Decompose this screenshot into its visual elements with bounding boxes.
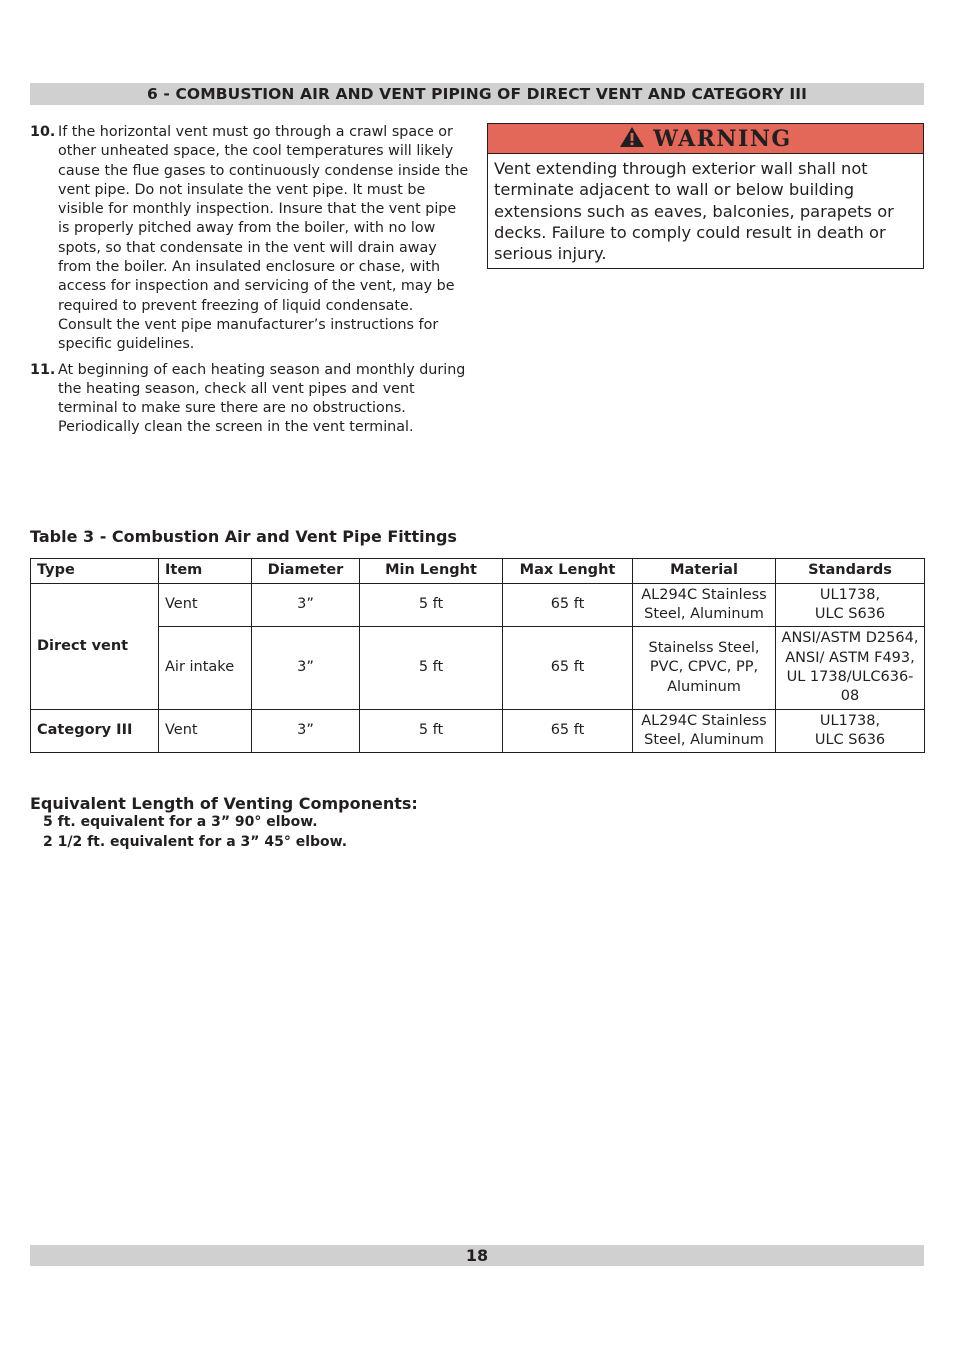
table-row [31, 710, 925, 753]
equivalent-length-line: 2 1/2 ft. equivalent for a 3” 45° elbow. [43, 833, 348, 850]
column-header: Diameter [252, 559, 360, 584]
min-length-cell: 5 ft [360, 710, 503, 753]
table-row [31, 584, 925, 627]
item-cell: Vent [159, 584, 252, 627]
item-cell: Air intake [159, 627, 252, 710]
max-length-cell: 65 ft [503, 584, 633, 627]
warning-title: WARNING [653, 125, 792, 152]
step-number: 10. [30, 124, 56, 140]
page-number: 18 [465, 1246, 489, 1265]
standards-cell: UL1738, ULC S636 [776, 710, 925, 753]
warning-text: Vent extending through exterior wall shall not terminate adjacent to wall or below building extensions such as eaves, balconies, parapets or decks. Failure to comply could result in death or serious injury. [494, 159, 894, 264]
type-cell: Category III [31, 710, 159, 753]
standards-cell: UL1738, ULC S636 [776, 584, 925, 627]
step-number: 11. [30, 361, 56, 378]
max-length-cell: 65 ft [503, 710, 633, 753]
section-header [30, 83, 924, 105]
table-caption: Table 3 - Combustion Air and Vent Pipe Fittings [30, 527, 457, 546]
equivalent-length-title: Equivalent Length of Venting Components: [30, 794, 418, 813]
fittings-table [30, 558, 925, 753]
step-text: At beginning of each heating season and monthly during the heating season, check all vent pipes and vent terminal to make sure there are no obstructions. Periodically clean the screen in the vent terminal. [58, 361, 466, 436]
warning-header [488, 124, 923, 154]
warning-box [487, 123, 924, 269]
max-length-cell: 65 ft [503, 627, 633, 710]
min-length-cell: 5 ft [360, 627, 503, 710]
warning-triangle-icon [619, 126, 645, 152]
instruction-steps [30, 123, 470, 444]
column-header: Material [633, 559, 776, 584]
column-header: Max Lenght [503, 559, 633, 584]
item-cell: Vent [159, 710, 252, 753]
material-cell: AL294C Stainless Steel, Aluminum [633, 584, 776, 627]
column-header: Type [31, 559, 159, 584]
standards-cell: ANSI/ASTM D2564, ANSI/ ASTM F493, UL 1738/ULC636-08 [776, 627, 925, 710]
material-cell: AL294C Stainless Steel, Aluminum [633, 710, 776, 753]
min-length-cell: 5 ft [360, 584, 503, 627]
material-cell: Stainelss Steel, PVC, CPVC, PP, Aluminum [633, 627, 776, 710]
column-header: Min Lenght [360, 559, 503, 584]
equivalent-length-section [30, 794, 418, 852]
step-item [30, 361, 470, 438]
diameter-cell: 3” [252, 627, 360, 710]
column-header: Standards [776, 559, 925, 584]
diameter-cell: 3” [252, 710, 360, 753]
step-item [30, 123, 470, 355]
table-header-row [31, 559, 925, 584]
section-title: 6 - COMBUSTION AIR AND VENT PIPING OF DIRECT VENT AND CATEGORY III [147, 85, 807, 103]
diameter-cell: 3” [252, 584, 360, 627]
step-text: If the horizontal vent must go through a crawl space or other unheated space, the cool temperatures will likely cause the flue gases to continuously condense inside the vent pipe. Do not insulate the vent pipe. It must be visible for monthly inspection. Insure that the vent pipe is properly pitched away from the boiler, with no low spots, so that condensate in the vent will drain away from the boiler. An insulated enclosure or chase, with access for inspection and servicing of the vent, may be required to prevent freezing of liquid condensate. Consult the vent pipe manufacturer’s instructions for specific guidelines. [58, 124, 469, 353]
type-cell: Direct vent [31, 584, 159, 710]
column-header: Item [159, 559, 252, 584]
page-footer [30, 1245, 924, 1266]
equivalent-length-line: 5 ft. equivalent for a 3” 90° elbow. [43, 814, 318, 830]
table-row [31, 627, 925, 710]
